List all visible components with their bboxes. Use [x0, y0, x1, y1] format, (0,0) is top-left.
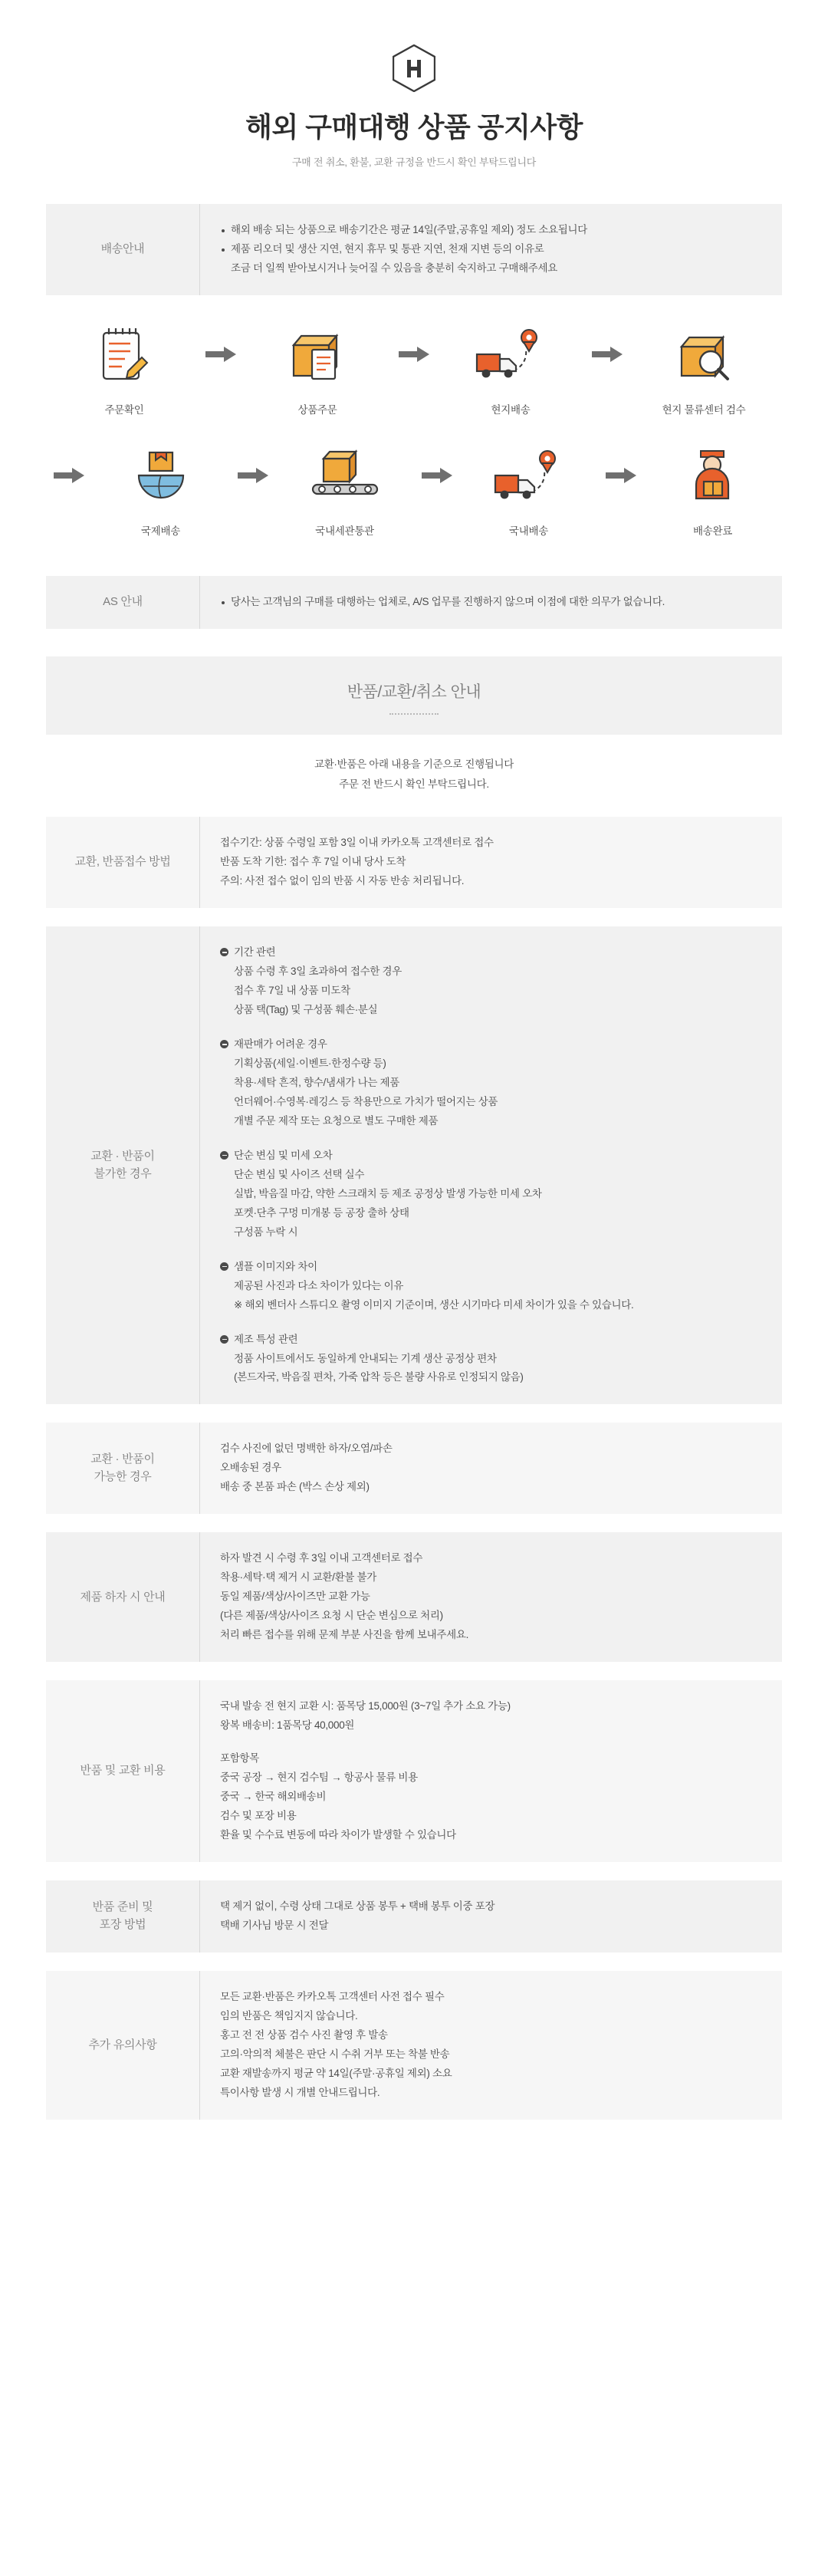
group-heading: 재판매가 어려운 경우: [220, 1035, 762, 1054]
group-change-of-mind: [220, 1147, 762, 1242]
text-line: 개별 주문 제작 또는 요청으로 별도 구매한 제품: [234, 1114, 439, 1127]
flow-step-local-warehouse-inspection: [631, 321, 777, 416]
process-flow: [46, 321, 782, 538]
section-body: [199, 926, 782, 1404]
as-notice-label: AS 안내: [103, 595, 143, 609]
flow-step-label: 국내세관통관: [315, 525, 374, 537]
text-line: 택배 기사님 방문 시 전달: [220, 1919, 329, 1931]
text-line: 검수 사진에 없던 명백한 하자/오염/파손: [220, 1443, 393, 1455]
note-line: 주문 전 반드시 확인 부탁드립니다.: [339, 778, 489, 790]
flow-step-delivery-complete: [643, 442, 782, 538]
section-label: 추가 유의사항: [88, 2038, 157, 2051]
section-label-line: 반품 준비 및: [92, 1900, 153, 1914]
section-additional-notes: [46, 1971, 782, 2120]
note-line: 교환·반품은 아래 내용을 기준으로 진행됩니다: [314, 758, 514, 770]
text-line: 교환 재발송까지 평균 약 14일(주말·공휴일 제외) 소요: [220, 2067, 452, 2079]
text-line: 고의·악의적 체불은 판단 시 수취 거부 또는 착불 반송: [220, 2048, 450, 2060]
flow-step-label: 주문확인: [104, 403, 144, 416]
text-line: 상품 택(Tag) 및 구성품 훼손·분실: [234, 1003, 378, 1015]
section-label: 반품 및 교환 비용: [80, 1764, 166, 1778]
group-manufacturing: [220, 1331, 762, 1388]
flow-row-1: [46, 321, 782, 416]
flow-row-2: [46, 442, 782, 538]
text-line: 하자 발견 시 수령 후 3일 이내 고객센터로 접수: [220, 1552, 423, 1564]
text-line: 상품 수령 후 3일 초과하여 접수한 경우: [234, 966, 402, 978]
arrow-right-icon: [414, 442, 459, 508]
flow-step-local-delivery: [438, 321, 583, 416]
list-item: 조금 더 일찍 받아보시거나 늦어질 수 있음을 충분히 숙지하고 구매해주세요: [231, 262, 558, 274]
section-label: 제품 하자 시 안내: [80, 1590, 166, 1604]
section-label: [46, 1423, 199, 1514]
text-line: 중국 공장 → 현지 검수팀 → 항공사 물류 비용: [220, 1772, 418, 1784]
section-body: [199, 1532, 782, 1662]
flow-step-international-delivery: [91, 442, 230, 538]
text-line: 포함항목: [220, 1752, 259, 1765]
section-return-cost: [46, 1680, 782, 1862]
text-line: 왕복 배송비: 1품목당 40,000원: [220, 1719, 355, 1732]
group-heading: 샘플 이미지와 차이: [220, 1258, 762, 1277]
group-sample-difference: [220, 1258, 762, 1315]
text-line: 홍고 전 전 상품 검수 사진 촬영 후 발송: [220, 2028, 388, 2041]
text-line: 접수 후 7일 내 상품 미도착: [234, 985, 350, 996]
section-non-returnable-cases: [46, 926, 782, 1404]
section-label-line: 교환 · 반품이: [90, 1150, 155, 1163]
section-packing-method: [46, 1880, 782, 1953]
text-line: 포켓·단추 구멍 미개봉 등 공장 출하 상태: [234, 1206, 409, 1219]
section-body: [199, 1880, 782, 1953]
refund-banner-title: 반품/교환/취소 안내: [347, 683, 481, 701]
globe-box-icon: [91, 442, 230, 508]
flow-step-label: 국제배송: [141, 525, 180, 537]
text-line: 구성품 누락 시: [234, 1225, 298, 1238]
text-line: 착용·세탁 흔적, 향수/냄새가 나는 제품: [234, 1076, 400, 1088]
text-line: 착용·세탁·택 제거 시 교환/환불 불가: [220, 1571, 377, 1584]
page-header: [0, 0, 828, 176]
section-body: [199, 1423, 782, 1514]
arrow-right-icon: [390, 321, 438, 387]
text-line: 반품 도착 기한: 접수 후 7일 이내 당사 도착: [220, 856, 406, 868]
section-label-line: 포장 방법: [99, 1917, 146, 1931]
shipping-notice-body: [199, 204, 782, 295]
as-notice-body: [199, 576, 782, 629]
text-line: (본드자국, 박음질 편차, 가죽 압착 등은 불량 사유로 인정되지 않음): [234, 1371, 524, 1383]
section-defect-guide: [46, 1532, 782, 1662]
flow-step-label: 현지 물류센터 검수: [662, 403, 746, 416]
flow-step-label: 현지배송: [491, 403, 531, 416]
list-item: 제품 리오더 및 생산 지연, 현지 휴무 및 통관 지연, 천재 지변 등의 이유로: [220, 240, 762, 259]
section-body: [199, 1680, 782, 1862]
group-resale-difficult: [220, 1035, 762, 1131]
section-body: [199, 1971, 782, 2120]
section-label-line: 불가한 경우: [94, 1166, 152, 1180]
text-line: 언더웨어·수영복·레깅스 등 착용만으로 가치가 떨어지는 상품: [234, 1095, 498, 1107]
truck-route-pin-icon: [459, 442, 598, 508]
group-heading: 제조 특성 관련: [220, 1331, 762, 1350]
text-line: ※ 해외 벤더사 스튜디오 촬영 이미지 기준이며, 생산 시기마다 미세 차이가 있을 수 있습니다.: [234, 1298, 634, 1311]
section-returnable-cases: [46, 1423, 782, 1514]
section-label: 교환, 반품접수 방법: [74, 855, 171, 869]
section-label: [46, 926, 199, 1404]
section-body: [199, 817, 782, 908]
group-heading: 기간 관련: [220, 943, 762, 962]
section-label-line: 가능한 경우: [94, 1469, 152, 1483]
flow-step-domestic-customs: [275, 442, 414, 538]
text-line: 중국 → 한국 해외배송비: [220, 1791, 327, 1803]
box-magnifier-icon: [631, 321, 777, 387]
clipboard-pen-icon: [51, 321, 197, 387]
page-title: 해외 구매대행 상품 공지사항: [245, 111, 583, 143]
text-line: 오배송된 경우: [220, 1462, 281, 1474]
page-subtitle: 구매 전 취소, 환불, 교환 규정을 반드시 확인 부탁드립니다: [291, 156, 537, 168]
flow-step-label: 배송완료: [693, 525, 732, 537]
group-heading: 단순 변심 및 미세 오차: [220, 1147, 762, 1166]
shipping-notice-label: 배송안내: [100, 242, 145, 256]
text-line: (다른 제품/색상/사이즈 요청 시 단순 변심으로 처리): [220, 1610, 443, 1622]
arrow-right-icon: [598, 442, 643, 508]
text-line: 동일 제품/색상/사이즈만 교환 가능: [220, 1591, 370, 1603]
text-line: 택 제거 없이, 수령 상태 그대로 상품 봉투 + 택배 봉투 이중 포장: [220, 1900, 495, 1912]
text-line: 임의 반품은 책임지지 않습니다.: [220, 2009, 358, 2022]
list-item: 당사는 고객님의 구매를 대행하는 업체로, A/S 업무를 진행하지 않으며 이점에 대한 의무가 없습니다.: [220, 593, 762, 612]
section-return-request-method: [46, 817, 782, 908]
shipping-notice-block: [46, 204, 782, 295]
arrow-right-icon: [197, 321, 245, 387]
flow-step-product-order: [245, 321, 390, 416]
arrow-right-icon: [230, 442, 275, 508]
text-line: 국내 발송 전 현지 교환 시: 품목당 15,000원 (3~7일 추가 소요 가능): [220, 1700, 511, 1712]
text-line: 특이사항 발생 시 개별 안내드립니다.: [220, 2086, 380, 2098]
flow-step-label: 국내배송: [509, 525, 548, 537]
text-line: 정품 사이트에서도 동일하게 안내되는 기계 생산 공정상 편차: [234, 1352, 497, 1364]
text-line: 접수기간: 상품 수령일 포함 3일 이내 카카오톡 고객센터로 접수: [220, 837, 494, 849]
section-label: [46, 1880, 199, 1953]
text-line: 제공된 사진과 다소 차이가 있다는 이유: [234, 1279, 404, 1291]
arrow-right-icon: [46, 442, 91, 508]
truck-route-pin-icon: [438, 321, 583, 387]
text-line: 주의: 사전 접수 없이 임의 반품 시 자동 반송 처리됩니다.: [220, 875, 465, 887]
delivery-man-icon: [643, 442, 782, 508]
text-line: 기획상품(세일·이벤트·한정수량 등): [234, 1057, 386, 1069]
text-line: 검수 및 포장 비용: [220, 1810, 297, 1822]
as-notice-block: [46, 576, 782, 629]
text-line: 환율 및 수수료 변동에 따라 차이가 발생할 수 있습니다: [220, 1829, 456, 1841]
hexagon-h-logo-icon: [393, 44, 435, 92]
divider: [389, 713, 439, 715]
flow-step-domestic-delivery: [459, 442, 598, 538]
group-period: [220, 943, 762, 1020]
text-line: 단순 변심 및 사이즈 선택 실수: [234, 1168, 365, 1180]
list-item: 해외 배송 되는 상품으로 배송기간은 평균 14일(주말,공휴일 제외) 정도 소요됩니다: [220, 221, 762, 240]
text-line: 배송 중 본품 파손 (박스 손상 제외): [220, 1481, 370, 1493]
text-line: 모든 교환·반품은 카카오톡 고객센터 사전 접수 필수: [220, 1990, 445, 2002]
arrow-right-icon: [583, 321, 631, 387]
section-label-line: 교환 · 반품이: [90, 1452, 155, 1466]
text-line: 처리 빠른 접수를 위해 문제 부분 사진을 함께 보내주세요.: [220, 1629, 469, 1641]
flow-step-label: 상품주문: [297, 403, 337, 416]
refund-banner-note: [46, 735, 782, 798]
conveyor-box-icon: [275, 442, 414, 508]
text-line: 실밥, 박음질 마감, 약한 스크래치 등 제조 공정상 발생 가능한 미세 오차: [234, 1187, 542, 1199]
box-document-icon: [245, 321, 390, 387]
refund-banner: [46, 656, 782, 735]
flow-step-order-check: [51, 321, 197, 416]
